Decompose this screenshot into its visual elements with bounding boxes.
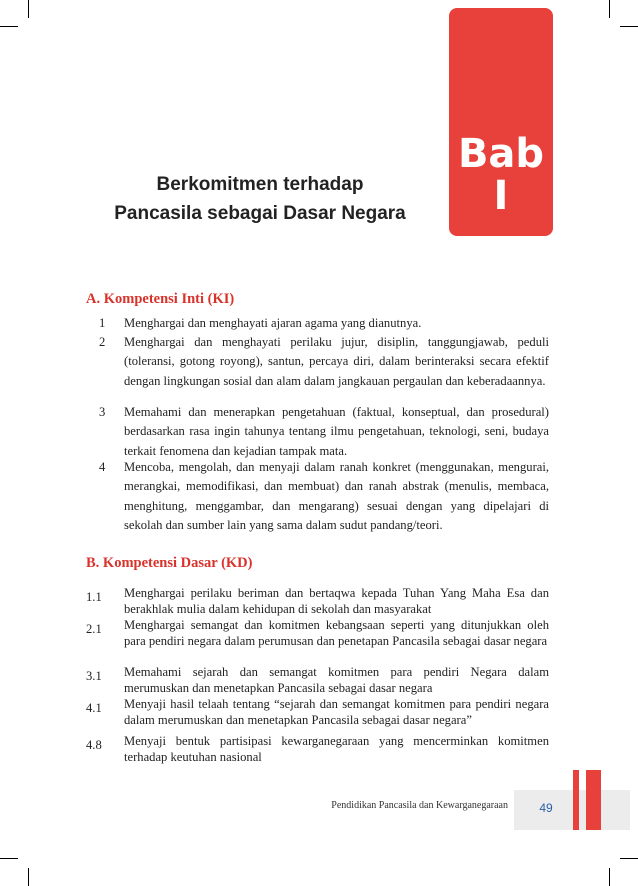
ki-heading: A. Kompetensi Inti (KI) <box>86 291 235 307</box>
ki-item-text: Memahami dan menerapkan pengetahuan (faktual, konseptual, dan prosedural) berdasarkan rasa ingin tahunya tentang ilmu pengetahuan, teknologi, seni, budaya terkait fenomena dan kejadian tampak mata. <box>124 405 549 458</box>
ki-item-text: Menghargai dan menghayati ajaran agama yang dianutnya. <box>124 316 422 330</box>
kd-heading: B. Kompetensi Dasar (KD) <box>86 555 253 571</box>
chapter-label: Bab <box>457 131 545 177</box>
kd-item-text: Menghargai perilaku beriman dan bertaqwa kepada Tuhan Yang Maha Esa dan berakhlak mulia dalam kehidupan di sekolah dan masyarakat <box>124 586 549 616</box>
ki-item-number: 3 <box>99 405 106 419</box>
kd-item-number: 2.1 <box>86 622 102 636</box>
kd-item-text: Menyaji bentuk partisipasi kewarganegaraan yang mencerminkan komitmen terhadap keutuhan nasional <box>124 734 549 764</box>
crop-mark <box>0 858 18 859</box>
ki-item-number: 4 <box>99 460 106 474</box>
crop-mark <box>620 26 638 27</box>
chapter-title-line1: Berkomitmen terhadap <box>156 174 364 195</box>
kd-item-number: 4.1 <box>86 701 102 715</box>
crop-mark <box>0 26 18 27</box>
ki-item-number: 2 <box>99 335 106 349</box>
crop-mark <box>28 868 29 886</box>
footer-bar-thin <box>573 770 579 830</box>
kd-item-text: Menghargai semangat dan komitmen kebangsaan seperti yang ditunjukkan oleh para pendiri negara dalam perumusan dan penetapan Pancasila sebagai dasar negara <box>124 618 549 648</box>
crop-mark <box>28 0 29 18</box>
crop-mark <box>609 868 610 886</box>
kd-item-number: 4.8 <box>86 738 102 752</box>
chapter-number: I <box>493 173 509 219</box>
footer-book-title: Pendidikan Pancasila dan Kewarganegaraan <box>331 800 508 811</box>
kd-item-number: 1.1 <box>86 590 102 604</box>
ki-item-text: Menghargai dan menghayati perilaku jujur, disiplin, tanggungjawab, peduli (toleransi, gotong royong), santun, percaya diri, dalam berinteraksi secara efektif dengan lingkungan sosial dan alam dalam jangkauan pergaulan dan keberadaannya. <box>124 335 549 388</box>
ki-item-text: Mencoba, mengolah, dan menyaji dalam ranah konkret (menggunakan, mengurai, merangkai, memodifikasi, dan membuat) dan ranah abstrak (menulis, membaca, menghitung, menggambar, dan mengarang) sesuai dengan yang dipelajari di sekolah dan sumber lain yang sama dalam sudut pandang/teori. <box>124 460 549 532</box>
chapter-tab <box>449 8 553 236</box>
crop-mark <box>620 858 638 859</box>
kd-item-text: Menyaji hasil telaah tentang “sejarah dan semangat komitmen para pendiri negara dalam merumuskan dan menetapkan Pancasila sebagai dasar negara” <box>124 697 549 727</box>
kd-item-text: Memahami sejarah dan semangat komitmen para pendiri Negara dalam merumuskan dan menetapkan Pancasila sebagai dasar negara <box>124 665 549 695</box>
page-number: 49 <box>539 801 553 815</box>
crop-mark <box>609 0 610 18</box>
chapter-title-line2: Pancasila sebagai Dasar Negara <box>114 203 406 224</box>
ki-item-number: 1 <box>99 316 106 330</box>
footer-bar-thick <box>586 770 601 830</box>
kd-item-number: 3.1 <box>86 669 102 683</box>
